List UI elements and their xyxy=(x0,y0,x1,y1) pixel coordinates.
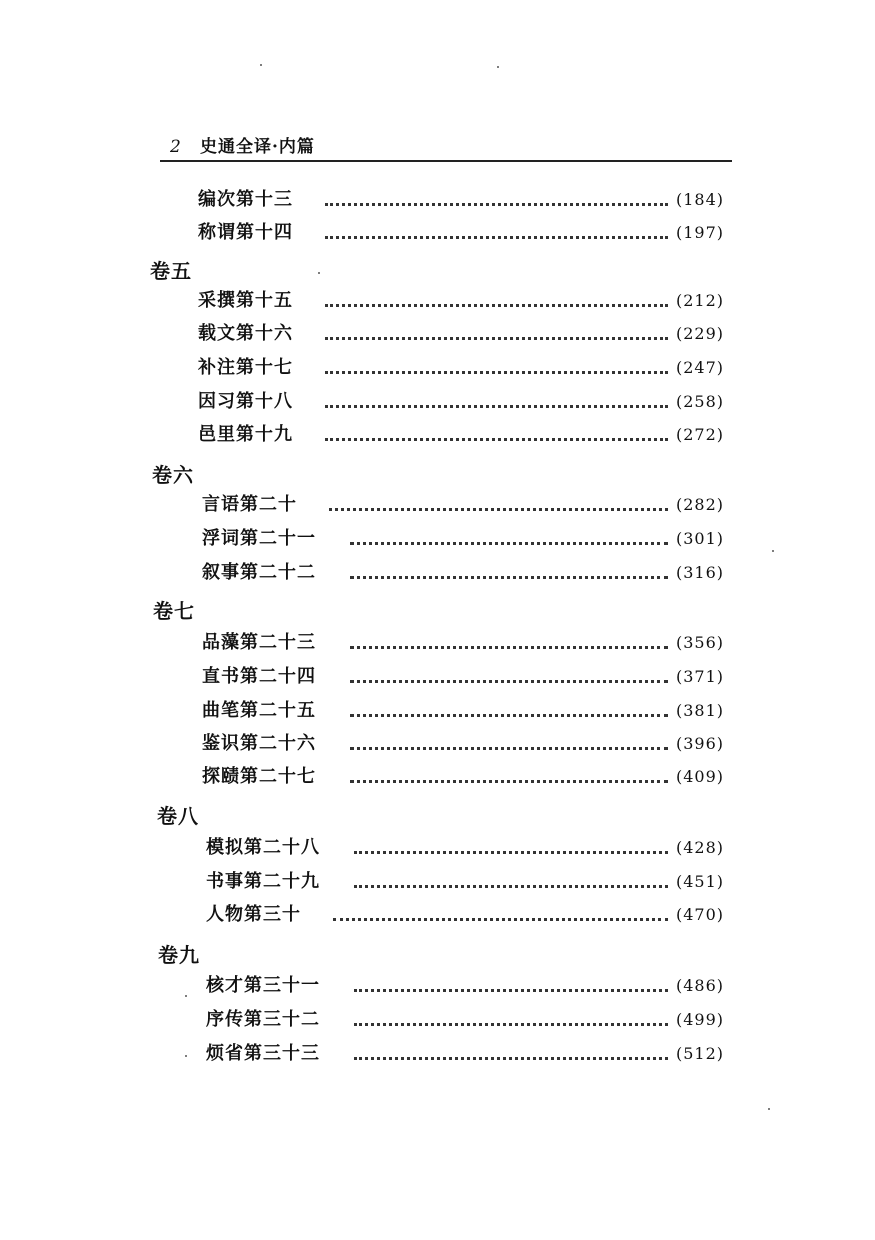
dot-leader xyxy=(325,438,668,441)
volume-heading: 卷七 xyxy=(153,599,195,623)
toc-entry[interactable] xyxy=(198,388,738,416)
entry-page-number: (451) xyxy=(676,872,725,891)
toc-entry[interactable] xyxy=(202,491,738,519)
toc-entry[interactable] xyxy=(206,868,738,896)
entry-page-number: (499) xyxy=(676,1010,725,1029)
entry-title: 直书第二十四 xyxy=(202,666,316,687)
entry-page-number: (486) xyxy=(676,976,725,995)
entry-title: 模拟第二十八 xyxy=(206,837,320,858)
toc-entry[interactable] xyxy=(198,287,738,315)
scan-speck xyxy=(185,1055,187,1057)
scan-speck xyxy=(185,995,187,997)
entry-page-number: (428) xyxy=(676,838,725,857)
entry-title: 言语第二十 xyxy=(202,494,297,515)
entry-title: 核才第三十一 xyxy=(206,975,320,996)
toc-entry[interactable] xyxy=(206,834,738,862)
dot-leader xyxy=(325,304,668,307)
entry-page-number: (282) xyxy=(676,495,725,514)
toc-entry[interactable] xyxy=(198,320,738,348)
entry-page-number: (272) xyxy=(676,425,725,444)
book-title: 史通全译·内篇 xyxy=(200,137,315,157)
entry-page-number: (512) xyxy=(676,1044,725,1063)
entry-page-number: (409) xyxy=(676,767,725,786)
toc-entry[interactable] xyxy=(206,972,738,1000)
toc-entry[interactable] xyxy=(202,763,738,791)
dot-leader xyxy=(354,989,668,992)
entry-title: 载文第十六 xyxy=(198,323,293,344)
toc-entry[interactable] xyxy=(206,1006,738,1034)
entry-page-number: (184) xyxy=(676,190,725,209)
entry-title: 因习第十八 xyxy=(198,391,293,412)
dot-leader xyxy=(350,780,668,783)
entry-page-number: (247) xyxy=(676,358,725,377)
toc-entry[interactable] xyxy=(198,186,738,214)
toc-entry[interactable] xyxy=(198,421,738,449)
entry-title: 探赜第二十七 xyxy=(202,766,316,787)
toc-entry[interactable] xyxy=(202,629,738,657)
dot-leader xyxy=(354,1023,668,1026)
dot-leader xyxy=(350,680,668,683)
scan-speck xyxy=(497,66,499,68)
entry-title: 补注第十七 xyxy=(198,357,293,378)
toc-entry[interactable] xyxy=(206,1040,738,1068)
dot-leader xyxy=(325,405,668,408)
entry-title: 叙事第二十二 xyxy=(202,562,316,583)
dot-leader xyxy=(325,203,668,206)
entry-page-number: (212) xyxy=(676,291,725,310)
entry-page-number: (258) xyxy=(676,392,725,411)
dot-leader xyxy=(329,508,668,511)
entry-page-number: (396) xyxy=(676,734,725,753)
toc-entry[interactable] xyxy=(198,219,738,247)
dot-leader xyxy=(350,714,668,717)
scan-speck xyxy=(318,272,320,274)
dot-leader xyxy=(325,371,668,374)
entry-title: 浮词第二十一 xyxy=(202,528,316,549)
entry-title: 烦省第三十三 xyxy=(206,1043,320,1064)
dot-leader xyxy=(350,576,668,579)
entry-title: 曲笔第二十五 xyxy=(202,700,316,721)
toc-entry[interactable] xyxy=(202,525,738,553)
entry-title: 编次第十三 xyxy=(198,189,293,210)
entry-title: 品藻第二十三 xyxy=(202,632,316,653)
entry-page-number: (356) xyxy=(676,633,725,652)
entry-page-number: (371) xyxy=(676,667,725,686)
entry-page-number: (316) xyxy=(676,563,725,582)
dot-leader xyxy=(354,885,668,888)
dot-leader xyxy=(354,851,668,854)
volume-heading: 卷五 xyxy=(150,259,192,283)
toc-entry[interactable] xyxy=(202,663,738,691)
dot-leader xyxy=(350,542,668,545)
entry-title: 鉴识第二十六 xyxy=(202,733,316,754)
toc-entry[interactable] xyxy=(202,730,738,758)
volume-heading: 卷九 xyxy=(158,943,200,967)
toc-entry[interactable] xyxy=(202,697,738,725)
dot-leader xyxy=(350,747,668,750)
dot-leader xyxy=(325,236,668,239)
entry-title: 称谓第十四 xyxy=(198,222,293,243)
dot-leader xyxy=(333,918,668,921)
entry-title: 采撰第十五 xyxy=(198,290,293,311)
dot-leader xyxy=(325,337,668,340)
entry-page-number: (381) xyxy=(676,701,725,720)
entry-title: 序传第三十二 xyxy=(206,1009,320,1030)
volume-heading: 卷六 xyxy=(152,463,194,487)
toc-entry[interactable] xyxy=(206,901,738,929)
entry-page-number: (301) xyxy=(676,529,725,548)
page-number: 2 xyxy=(170,137,181,157)
scan-speck xyxy=(768,1108,770,1110)
entry-title: 人物第三十 xyxy=(206,904,301,925)
scan-speck xyxy=(260,64,262,66)
entry-page-number: (470) xyxy=(676,905,725,924)
dot-leader xyxy=(354,1057,668,1060)
entry-page-number: (229) xyxy=(676,324,725,343)
toc-entry[interactable] xyxy=(198,354,738,382)
entry-title: 邑里第十九 xyxy=(198,424,293,445)
entry-title: 书事第二十九 xyxy=(206,871,320,892)
volume-heading: 卷八 xyxy=(157,804,199,828)
scan-speck xyxy=(772,550,774,552)
toc-entry[interactable] xyxy=(202,559,738,587)
entry-page-number: (197) xyxy=(676,223,725,242)
dot-leader xyxy=(350,646,668,649)
